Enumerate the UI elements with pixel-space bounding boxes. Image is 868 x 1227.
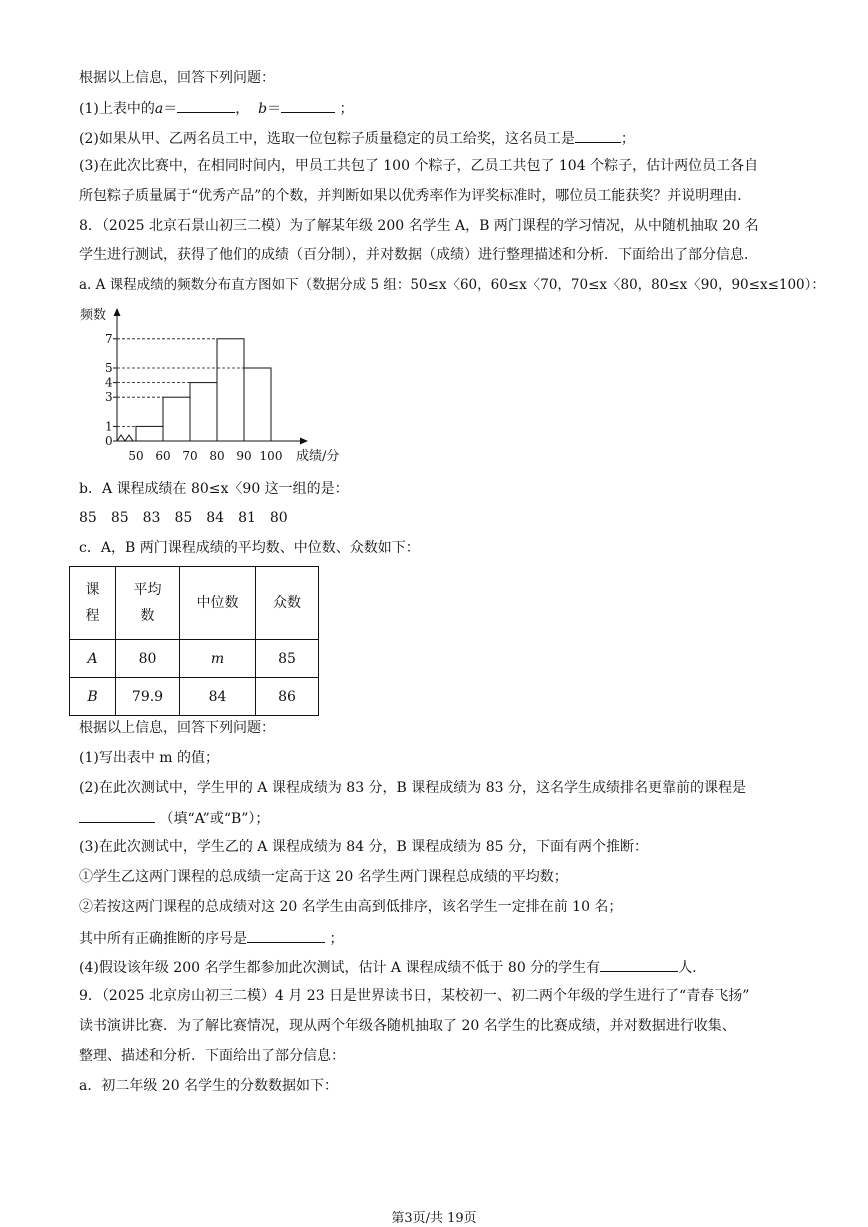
cell-mean: 79.9	[116, 678, 180, 716]
answer-blank-count[interactable]	[600, 957, 678, 972]
q8-question-2-cont	[79, 808, 269, 828]
stats-table	[69, 566, 319, 716]
axis-break	[117, 435, 136, 441]
x-tick-label: 100	[259, 449, 283, 463]
q8-part-b-data: 85 85 83 85 84 81 80	[79, 510, 288, 526]
q4-text: (4)假设该年级 200 名学生都参加此次测试，估计 A 课程成绩不低于 80 分的学生有	[79, 960, 601, 976]
cell-mode: 86	[256, 678, 319, 716]
q8-part-b: b．A 课程成绩在 80≤x〈90 这一组的是：	[79, 481, 349, 497]
x-axis-label: 成绩/分	[296, 449, 340, 464]
histogram-bar-90-100	[244, 368, 271, 441]
y-tick-label: 1	[105, 419, 113, 434]
question-3-line-2: 所包粽子质量属于“优秀产品”的个数，并判断如果以优秀率作为评奖标准时，哪位员工能获奖？并说明理由.	[79, 188, 742, 204]
header-text: 平均数	[133, 582, 162, 624]
q1-prefix: (1)上表中的	[79, 101, 155, 117]
header-cell-mean	[116, 567, 180, 640]
y-axis-label: 频数	[80, 308, 107, 323]
histogram-chart	[72, 300, 362, 468]
question-2-line	[79, 128, 635, 148]
semicolon: ；	[620, 131, 635, 147]
histogram-bar-80-90	[217, 339, 244, 441]
histogram-bar-50-60	[136, 426, 163, 441]
var-b: b	[258, 101, 268, 117]
x-tick-label: 80	[209, 449, 225, 463]
answer-blank-b[interactable]	[281, 98, 335, 113]
unit: 人.	[678, 960, 697, 976]
x-tick-label: 70	[182, 449, 198, 463]
y-tick-label: 3	[105, 390, 113, 405]
cell-median: 84	[180, 678, 256, 716]
q8-question-1: (1)写出表中 m 的值；	[79, 750, 220, 766]
q8-part-a: a. A 课程成绩的频数分布直方图如下（数据分成 5 组：50≤x〈60，60≤x〈70，70≤x〈80，80≤x〈90，90≤x≤100）：	[79, 277, 825, 293]
cell-course: B	[70, 678, 116, 716]
q9-stem-line-2: 读书演讲比赛．为了解比赛情况，现从两个年级各随机抽取了 20 名学生的比赛成绩，并对数据进行收集、	[79, 1018, 736, 1034]
q8-inference-1: ①学生乙这两门课程的总成绩一定高于这 20 名学生两门课程总成绩的平均数；	[79, 869, 568, 885]
var-a: a	[154, 101, 164, 117]
cell-course: A	[70, 640, 116, 678]
q9-stem-line-1: 9．（2025 北京房山初三二模）4 月 23 日是世界读书日，某校初一、初二两个年级的学生进行了“青春飞扬”	[79, 988, 750, 1004]
question-1-line	[79, 98, 354, 118]
y-tick-label: 0	[105, 434, 113, 448]
table-row	[70, 640, 319, 678]
answer-blank-a[interactable]	[177, 98, 235, 113]
eq-sign: ＝	[267, 101, 282, 117]
cell-median: m	[180, 640, 256, 678]
page-footer: 第3页/共 19页	[391, 1211, 477, 1226]
q2-text: (2)如果从甲、乙两名员工中，选取一位包粽子质量稳定的员工给奖，这名员工是	[79, 131, 575, 147]
fill-hint: （填“A”或“B”）；	[159, 811, 270, 827]
histogram-bar-60-70	[163, 397, 190, 441]
x-tick-label: 60	[155, 449, 171, 463]
q8-question-2: (2)在此次测试中，学生甲的 A 课程成绩为 83 分，B 课程成绩为 83 分，这名学生成绩排名更靠前的课程是	[79, 780, 747, 796]
x-tick-label: 90	[236, 449, 252, 463]
y-tick-label: 7	[105, 331, 113, 346]
q9-stem-line-3: 整理、描述和分析．下面给出了部分信息：	[79, 1048, 345, 1064]
y-tick-label: 5	[105, 361, 113, 375]
semicolon: ；	[339, 101, 354, 117]
q3-answer-prompt: 其中所有正确推断的序号是	[79, 931, 247, 947]
answer-blank-employee[interactable]	[575, 128, 621, 143]
q8-question-4	[79, 957, 697, 977]
q8-part-c: c．A，B 两门课程成绩的平均数、中位数、众数如下：	[79, 540, 420, 556]
answer-blank-course[interactable]	[79, 808, 155, 823]
q8-info: 根据以上信息，回答下列问题：	[79, 720, 275, 736]
x-tick-label: 50	[128, 449, 144, 463]
semicolon: ；	[329, 931, 344, 947]
cell-mean: 80	[116, 640, 180, 678]
eq-sign: ＝	[163, 101, 178, 117]
question-3-line-1: (3)在此次比赛中，在相同时间内，甲员工共包了 100 个粽子，乙员工共包了 104 个粽子，估计两位员工各自	[79, 158, 759, 174]
info-intro: 根据以上信息，回答下列问题：	[79, 70, 275, 86]
header-cell-median: 中位数	[180, 567, 256, 640]
comma: ，	[235, 101, 250, 117]
header-cell-course	[70, 567, 116, 640]
cell-mode: 85	[256, 640, 319, 678]
y-axis-arrow	[114, 308, 121, 316]
header-cell-mode: 众数	[256, 567, 319, 640]
q8-question-3-answer	[79, 928, 343, 948]
table-row	[70, 678, 319, 716]
q9-part-a: a．初二年级 20 名学生的分数数据如下：	[79, 1078, 339, 1094]
table-header-row	[70, 567, 319, 640]
x-axis-arrow	[300, 438, 308, 445]
histogram-bar-70-80	[190, 383, 217, 441]
answer-blank-inference[interactable]	[247, 928, 325, 943]
q8-question-3: (3)在此次测试中，学生乙的 A 课程成绩为 84 分，B 课程成绩为 85 分，下面有两个推断：	[79, 839, 649, 855]
q8-inference-2: ②若按这两门课程的总成绩对这 20 名学生由高到低排序，该名学生一定排在前 10 名；	[79, 899, 623, 915]
q8-stem-line-1: 8．（2025 北京石景山初三二模）为了解某年级 200 名学生 A，B 两门课程的学习情况，从中随机抽取 20 名	[79, 218, 759, 234]
q8-stem-line-2: 学生进行测试，获得了他们的成绩（百分制），并对数据（成绩）进行整理描述和分析．下面给出了部分信息．	[79, 247, 758, 263]
y-tick-label: 4	[105, 375, 113, 390]
header-text: 课程	[85, 582, 100, 624]
